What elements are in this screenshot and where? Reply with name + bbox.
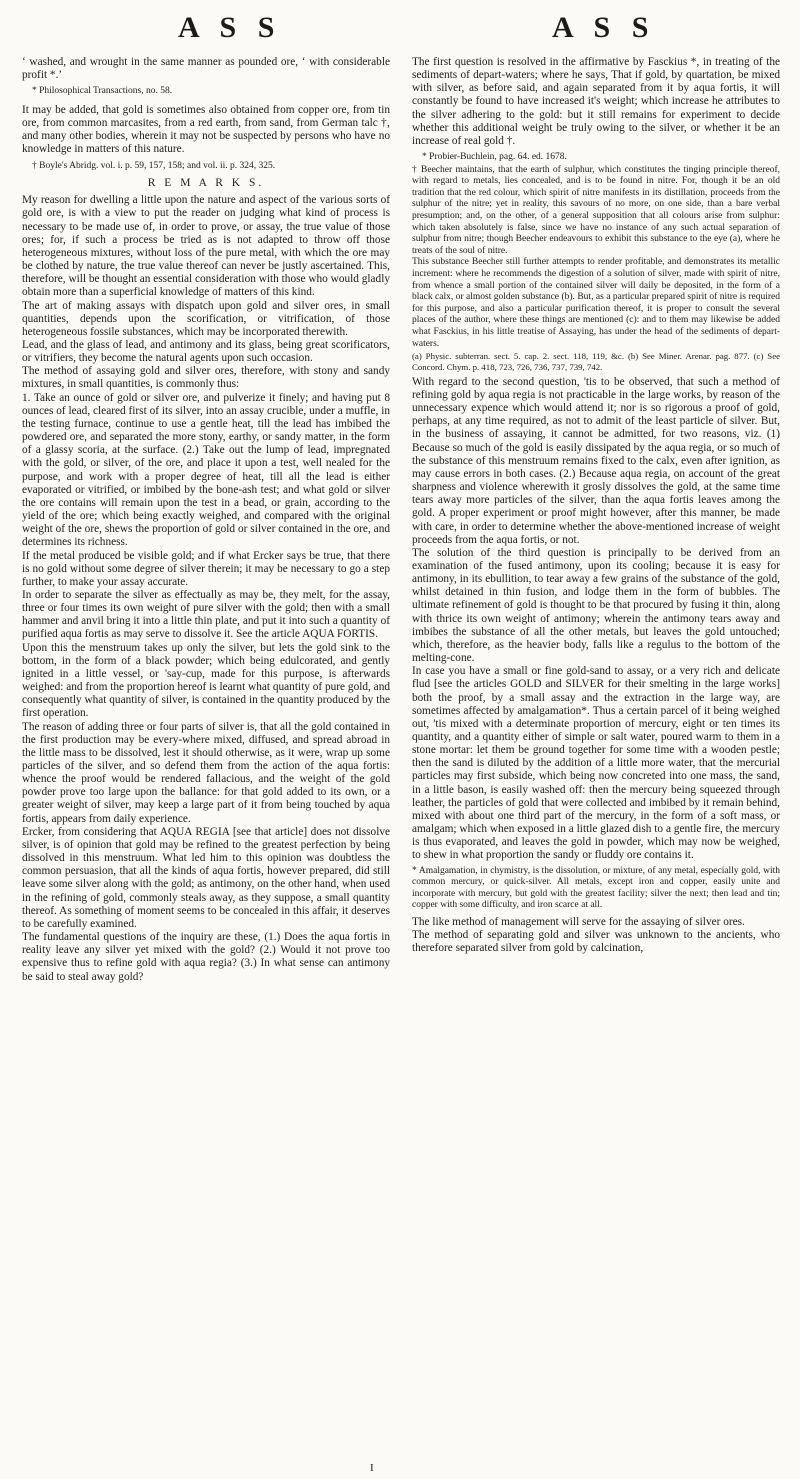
paragraph: The art of making assays with dispatch upon gold and silver ores, in small quantities, depends upon the scorification, or vitrification, of those heterogeneous fossile substances, which may be incorporated therewith. (22, 299, 390, 338)
paragraph: Lead, and the glass of lead, and antimony and its glass, being great scorificators, or vitrifiers, they become the natural agents upon such occasion. (22, 339, 390, 365)
paragraph: The method of assaying gold and silver ores, therefore, with stony and sandy mixtures, in small quantities, is commonly thus: (22, 365, 390, 391)
footnote: † Boyle's Abridg. vol. i. p. 59, 157, 158; and vol. ii. p. 324, 325. (32, 160, 276, 171)
paragraph: The reason of adding three or four parts of silver is, that all the gold contained in the first production may be every-where mixed, diffused, and spread abroad in the little mass to be dissolved, lest it should otherwise, as it were, wrap up some particles of the silver, and so defend them from the action of the aqua fortis: whence the proof would be rendered fallacious, and the weight of the gold powder prove too large upon the ballance: for that gold added to its own, or a greater weight of silver, may keep a large part of it from being touched by aqua fortis, appears from daily experience. (22, 720, 390, 825)
paragraph: In case you have a small or fine gold-sand to assay, or a very rich and delicate flud [see the articles GOLD and SILVER for their smelting in the large works] both the proof, by a small assay and the extraction in the large way, are sometimes affected by amalgamation*. Thus a certain parcel of it being weighed out, 'tis mixed with a determinate proportion of mercury, eight or ten times its quantity, and a quantity either of simple or salt water, poured warm to them in a stone mortar: let them be ground together for some time with a wooden pestle; then the sand is diluted by the addition of a little more water, that the mercurial particles may first subside, which being now concreted into one mass, the sand, in a little bason, is easily washed off: then the mercury being squeezed through leather, the particles of gold that were collected and imbibed by it remain behind, mixed with about one third part of the mercury, in the form of a soft mass, or amalgam; which when exposed in a little glazed dish to a gentle fire, the mercury is thus evaporated, and leaves the gold in powder, which may now be weighed, to shew in what proportion the sandy or fluddy ore contains it. (412, 665, 780, 862)
left-column (22, 56, 390, 984)
section-heading-remarks: R E M A R K S. (147, 177, 265, 190)
paragraph: My reason for dwelling a little upon the nature and aspect of the various sorts of gold ore, is with a view to put the reader on judging what kind of process is necessary to be made use of, in order to prove, or assay, the true value of those ores; for, if such a process be tried as is not adapted to throw off those heterogeneous mixtures, without loss of the pure metal, with which the ore may be clothed by nature, the true value thereof can never be justly ascertained. This, therefore, will be thought an essential consideration with those who would gladly obtain more than a superficial knowledge of matters of this kind. (22, 194, 390, 299)
footnote-references: (a) Physic. subterran. sect. 5. cap. 2. sect. 118, 119, &c. (b) See Miner. Arenar. pag. 877. (c) See Concord. Chym. p. 418, 723, 726, 736, 737, 739, 742. (412, 351, 780, 372)
paragraph: The fundamental questions of the inquiry are these, (1.) Does the aqua fortis in reality leave any silver yet mixed with the gold? (2.) Would it not prove too expensive thus to refine gold with aqua regia? (3.) In what sense can antimony be said to steal away gold? (22, 931, 390, 983)
paragraph: The solution of the third question is principally to be derived from an examination of the fused antimony, upon its cooling; because it is easy for antimony, in its ebullition, to tear away a few grains of the substance of the gold, whilst detained in thin fusion, and lodge them in the form of bubbles. The ultimate refinement of gold is thought to be that procured by fusing it thin, along with thrice its own weight of antimony; wherein the antimony tears away and imbibes the substance of all the other metals, but leaves the gold untouched; which, therefore, as the heavier body, falls like a regulus to the bottom of the melting-cone. (412, 546, 780, 665)
signature-mark: I (370, 1462, 374, 1474)
header-left-word: A S S (178, 11, 282, 44)
paragraph: It may be added, that gold is sometimes also obtained from copper ore, from tin ore, from common marcasites, from a red earth, from sand, from German talc †, and many other bodies, wherein it may not be suspected by persons who have no knowledge in matters of this nature. (22, 103, 390, 156)
footnote: * Philosophical Transactions, no. 58. (32, 86, 173, 97)
header-right-word: A S S (552, 11, 656, 44)
paragraph: In order to separate the silver as effectually as may be, they melt, for the assay, three or four times its own weight of pure silver with the gold; then with a small hammer and anvil bring it into a little thin plate, and put it into such a quantity of purified aqua fortis as may serve to dissolve it. See the article AQUA FORTIS. (22, 588, 390, 641)
running-header (0, 10, 800, 46)
footnote: * Probier-Buchlein, pag. 64. ed. 1678. (422, 152, 567, 163)
paragraph: The first question is resolved in the affirmative by Fasckius *, in treating of the sediments of depart-waters; where he says, That if gold, by quartation, be mixed with silver, as before said, and again separated from it by aqua fortis, it will constantly be found to have increased it's weight; which increase he attributes to the silver adhering to the gold: but it still remains for experiment to decide whether this additional weight be truly owing to the silver, or whether it be an increase of real gold †. (412, 56, 780, 147)
paragraph: Ercker, from considering that AQUA REGIA [see that article] does not dissolve silver, is of opinion that gold may be refined to the greatest perfection by being dissolved in this menstruum. What led him to this opinion was doubtless the common persuasion, that all the kinds of aqua fortis, however prepared, did still leave some silver along with the gold; as antimony, on the other hand, when used in the refining of gold, commonly steals away, as they suppose, a small quantity thereof. As something of moment seems to be concealed in this affair, it deserves to be carefully examined. (22, 825, 390, 930)
paragraph: Upon this the menstruum takes up only the silver, but lets the gold sink to the bottom, in the form of a black powder; which being edulcorated, and gently ignited in a little vessel, or 'say-cup, made for this purpose, is afterwards weighed: and from the proportion hereof is learnt what quantity of pure gold, and consequently what quantity of silver, is contained in the quantity produced by the first operation. (22, 641, 390, 720)
right-column (412, 56, 780, 955)
paragraph: The like method of management will serve for the assaying of silver ores. (412, 915, 745, 928)
footnote: This substance Beecher still further attempts to render profitable, and demonstrates its metallic increment: where he recommends the digestion of a solution of silver, made with spirit of nitre, from whence a small portion of the contained silver will daily be deposited, in the form of a black calx, or almost golden substance (b). But, as a particular prepared spirit of nitre is required for this purpose, and also a particular purification thereof, it is proper to consult the several places of the author, where these things are mentioned (c): and to them may likewise be added what Fasckius, in his little treatise of Assaying, has under the head of the sediments of depart-waters. (412, 257, 780, 349)
paragraph: ‘ washed, and wrought in the same manner as pounded ore, ‘ with considerable profit *.’ (22, 56, 390, 82)
footnote: * Amalgamation, in chymistry, is the dissolution, or mixture, of any metal, especially gold, with common mercury, or quick-silver. All metals, except iron and copper, easily unite and incorporate with mercury, but gold with the greatest facility; silver the next; then lead and tin; copper with some difficulty, and iron scarce at all. (412, 865, 780, 911)
paragraph: 1. Take an ounce of gold or silver ore, and pulverize it finely; and having put 8 ounces of lead, cleared first of its silver, into an assay crucible, under a muffle, in the testing furnace, continue to use a gentle heat, till the lead has imbibed the powdered ore, and separated the more stony, earthy, or sandy matter, in the form of a glassy scoria, at the surface. (2.) Take out the lump of lead, impregnated with the gold, or silver, of the ore, and place it upon a test, well nealed for the purpose, and work with a proper degree of heat, till all the lead is either evaporated or vitrified, or imbibed by the bone-ash test; and what gold or silver the ore contains will remain upon the test in a bead, or grain, according to the yield of the ore; which being exactly weighed, and compared with the original weight of the ore, shews the proportion of gold or silver contained in the ore, and determines its richness. (22, 391, 390, 549)
paragraph: If the metal produced be visible gold; and if what Ercker says be true, that there is no gold without some degree of silver therein; it may be necessary to go a step further, to make your assay accurate. (22, 549, 390, 588)
paragraph: With regard to the second question, 'tis to be observed, that such a method of refining gold by aqua regia is not practicable in the large works, by reason of the unnecessary expence which would attend it; nor is so rigorous a proof of gold, perhaps, at any time required, as not to admit of the least particle of silver. But, in the business of assaying, it cannot be admitted, for two reasons, viz. (1) Because so much of the gold is easily dissipated by the aqua regia, or so much of the substance of this menstruum remains fixed to the calx, even after ignition, as may cause errors in both cases. (2.) Because aqua regia, on account of the great sharpness and violence wherewith it grosly dissolves the gold, at the same time tears away more particles of the silver, than the aqua fortis leaves among the gold. A proper experiment or proof might however, after this manner, be made with care, in order to determine whether the above-mentioned increase of weight proceeds from the aqua fortis, or not. (412, 375, 780, 546)
paragraph: The method of separating gold and silver was unknown to the ancients, who therefore separated silver from gold by calcination, (412, 929, 780, 955)
footnote: † Beecher maintains, that the earth of sulphur, which constitutes the tinging principle thereof, with regard to metals, lies concealed, and is to be found in nitre. For, though it be an old tradition that the red colour, which spirit of nitre manifests in its distillation, proceeds from the sulphur of the nitre; yet in reality, this savours of no more, on one side, than a bare verbal presumption; and, on the other, of a general supposition that all colours arise from sulphur: which taken absolutely is false, since we have no instance of any such actual separation of sulphur from nitre; though Beecher endeavours to exhibit this substance to the eye (a), where he treats of the soul of nitre. (412, 164, 780, 256)
